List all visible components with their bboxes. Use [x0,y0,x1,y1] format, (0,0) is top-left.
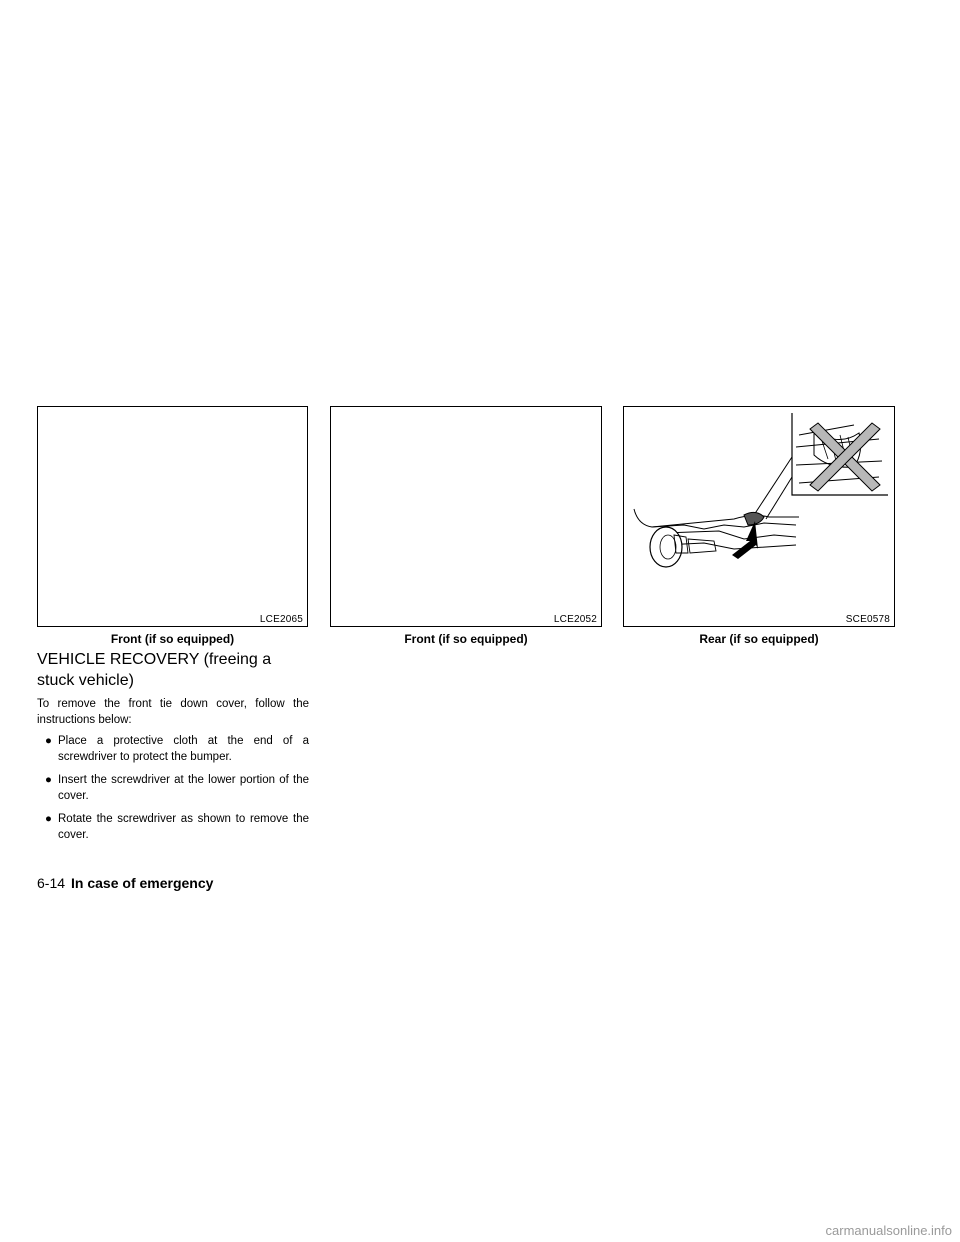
footer-section-title: In case of emergency [71,875,214,891]
section-heading: VEHICLE RECOVERY (freeing a stuck vehicle) [37,651,272,689]
figure-sce0578 [623,406,895,627]
bullet-icon: ● [45,735,52,747]
figure-caption: Rear (if so equipped) [699,632,819,646]
figure-code: LCE2065 [259,614,303,625]
vehicle-underside [634,509,799,567]
list-item-text: Rotate the screwdriver as shown to remove the cover. [58,813,309,841]
list-item [37,733,309,765]
intro-paragraph: To remove the front tie down cover, follow the instructions below: [37,698,309,726]
bullet-icon: ● [45,774,52,786]
rear-tow-point-illustration [624,407,894,626]
instruction-list [37,733,309,850]
figure-code: SCE0578 [845,614,890,625]
page-number: 6-14 [37,875,66,891]
inset-detail [754,413,888,519]
figure-lce2065 [37,406,308,627]
watermark: carmanualsonline.info [825,1223,952,1238]
figure-code: LCE2052 [553,614,597,625]
list-item [37,811,309,843]
prohibited-x-icon [810,423,880,491]
list-item [37,772,309,804]
list-item-text: Place a protective cloth at the end of a screwdriver to protect the bumper. [58,735,309,763]
bullet-icon: ● [45,813,52,825]
list-item-text: Insert the screwdriver at the lower portion of the cover. [58,774,309,802]
page-footer [37,875,213,891]
figure-caption: Front (if so equipped) [110,632,235,646]
figure-caption: Front (if so equipped) [404,632,528,646]
figure-lce2052 [330,406,602,627]
